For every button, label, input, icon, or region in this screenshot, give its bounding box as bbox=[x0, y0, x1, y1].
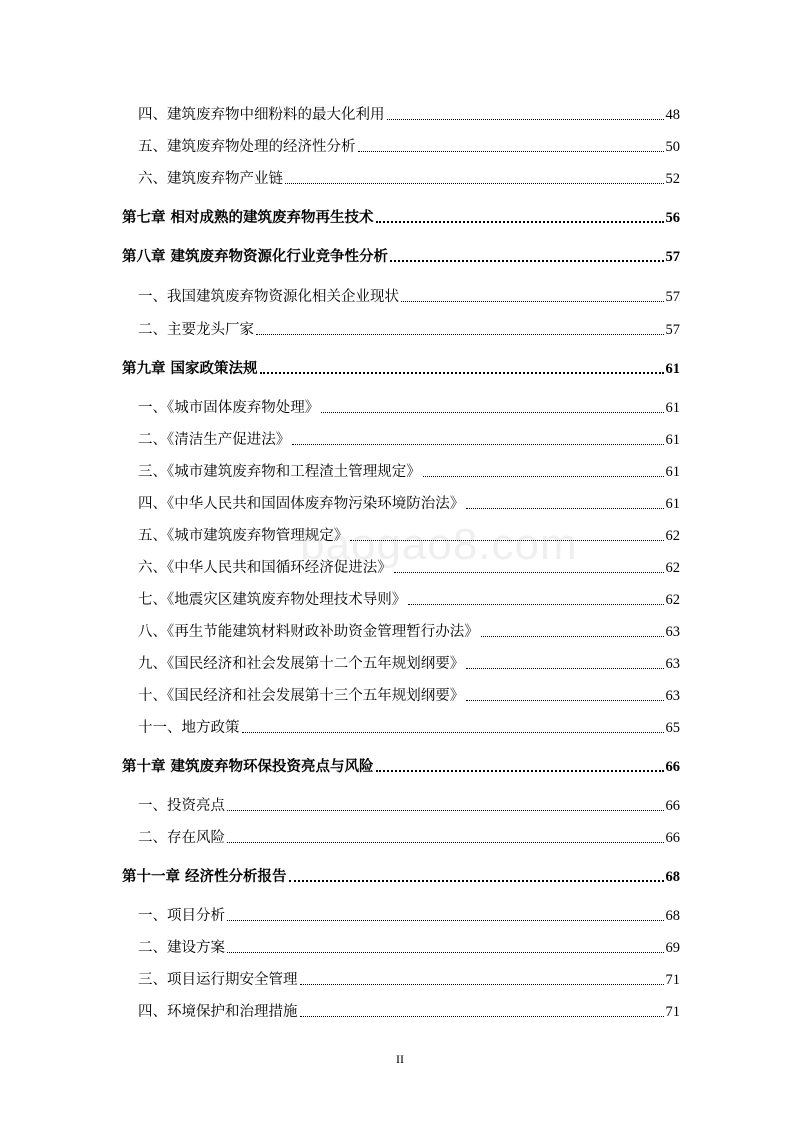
toc-dot-leader bbox=[242, 732, 664, 733]
toc-entry-page-number: 57 bbox=[665, 249, 680, 265]
toc-entry-page-number: 62 bbox=[665, 592, 680, 608]
toc-dot-leader bbox=[423, 476, 664, 477]
toc-entry-page-number: 65 bbox=[665, 720, 680, 736]
toc-entry-title: 四、《中华人民共和国固体废弃物污染环境防治法》 bbox=[138, 496, 465, 512]
toc-section-entry[interactable] bbox=[138, 317, 680, 339]
toc-section-entry[interactable] bbox=[138, 793, 680, 815]
toc-entry-title: 二、建设方案 bbox=[138, 940, 225, 956]
toc-entry-title: 第八章 建筑废弃物资源化行业竞争性分析 bbox=[122, 248, 389, 265]
toc-section-entry[interactable] bbox=[138, 903, 680, 925]
toc-dot-leader bbox=[466, 668, 663, 669]
toc-entry-title: 十、《国民经济和社会发展第十三个五年规划纲要》 bbox=[138, 688, 465, 704]
toc-dot-leader bbox=[350, 540, 663, 541]
toc-section-entry[interactable] bbox=[138, 491, 680, 513]
toc-entry-page-number: 69 bbox=[665, 940, 680, 956]
toc-entry-page-number: 50 bbox=[665, 139, 680, 155]
toc-dot-leader bbox=[390, 260, 663, 262]
toc-entry-page-number: 66 bbox=[665, 830, 680, 846]
toc-entry-title: 第十章 建筑废弃物环保投资亮点与风险 bbox=[122, 758, 374, 775]
toc-chapter-entry[interactable] bbox=[122, 754, 680, 776]
toc-entry-page-number: 61 bbox=[665, 432, 680, 448]
toc-dot-leader bbox=[466, 508, 663, 509]
toc-section-entry[interactable] bbox=[138, 284, 680, 306]
toc-dot-leader bbox=[227, 920, 664, 921]
toc-entry-title: 一、我国建筑废弃物资源化相关企业现状 bbox=[138, 289, 399, 305]
toc-entry-title: 八、《再生节能建筑材料财政补助资金管理暂行办法》 bbox=[138, 624, 479, 640]
toc-dot-leader bbox=[408, 604, 663, 605]
toc-entry-page-number: 63 bbox=[665, 688, 680, 704]
toc-entry-title: 十一、地方政策 bbox=[138, 720, 240, 736]
toc-section-entry[interactable] bbox=[138, 555, 680, 577]
toc-dot-leader bbox=[300, 984, 664, 985]
toc-entry-page-number: 63 bbox=[665, 656, 680, 672]
toc-section-entry[interactable] bbox=[138, 427, 680, 449]
toc-section-entry[interactable] bbox=[138, 102, 680, 124]
toc-section-entry[interactable] bbox=[138, 587, 680, 609]
toc-entry-page-number: 62 bbox=[665, 560, 680, 576]
toc-entry-title: 第七章 相对成熟的建筑废弃物再生技术 bbox=[122, 209, 374, 226]
toc-entry-title: 一、《城市固体废弃物处理》 bbox=[138, 400, 320, 416]
toc-entry-page-number: 57 bbox=[665, 322, 680, 338]
toc-entry-page-number: 66 bbox=[665, 759, 680, 775]
toc-entry-title: 一、投资亮点 bbox=[138, 798, 225, 814]
toc-section-entry[interactable] bbox=[138, 134, 680, 156]
toc-entry-page-number: 71 bbox=[665, 1004, 680, 1020]
toc-entry-title: 四、建筑废弃物中细粉料的最大化利用 bbox=[138, 107, 385, 123]
toc-section-entry[interactable] bbox=[138, 715, 680, 737]
toc-dot-leader bbox=[481, 636, 664, 637]
toc-section-entry[interactable] bbox=[138, 651, 680, 673]
toc-entry-page-number: 61 bbox=[665, 464, 680, 480]
toc-entry-page-number: 57 bbox=[665, 289, 680, 305]
toc-dot-leader bbox=[227, 952, 664, 953]
toc-dot-leader bbox=[401, 301, 664, 302]
toc-dot-leader bbox=[358, 151, 664, 152]
toc-section-entry[interactable] bbox=[138, 967, 680, 989]
watermark: baogao8.com bbox=[300, 520, 578, 569]
toc-entry-title: 第十一章 经济性分析报告 bbox=[122, 868, 287, 885]
toc-dot-leader bbox=[289, 880, 664, 882]
toc-dot-leader bbox=[321, 412, 663, 413]
toc-entry-title: 九、《国民经济和社会发展第十二个五年规划纲要》 bbox=[138, 656, 465, 672]
toc-section-entry[interactable] bbox=[138, 935, 680, 957]
toc-entry-page-number: 68 bbox=[665, 869, 680, 885]
toc-entry-page-number: 61 bbox=[665, 400, 680, 416]
toc-dot-leader bbox=[376, 221, 664, 223]
toc-entry-page-number: 61 bbox=[665, 361, 680, 377]
toc-entry-title: 六、建筑废弃物产业链 bbox=[138, 171, 283, 187]
toc-entry-title: 三、《城市建筑废弃物和工程渣土管理规定》 bbox=[138, 464, 421, 480]
toc-entry-title: 二、主要龙头厂家 bbox=[138, 322, 254, 338]
toc-entry-page-number: 63 bbox=[665, 624, 680, 640]
toc-entry-title: 七、《地震灾区建筑废弃物处理技术导则》 bbox=[138, 592, 407, 608]
toc-section-entry[interactable] bbox=[138, 523, 680, 545]
toc-dot-leader bbox=[376, 770, 664, 772]
toc-dot-leader bbox=[285, 183, 664, 184]
toc-entry-page-number: 68 bbox=[665, 908, 680, 924]
toc-entry-page-number: 61 bbox=[665, 496, 680, 512]
toc-entry-page-number: 48 bbox=[665, 107, 680, 123]
toc-chapter-entry[interactable] bbox=[122, 205, 680, 227]
toc-chapter-entry[interactable] bbox=[122, 356, 680, 378]
toc-entry-title: 三、项目运行期安全管理 bbox=[138, 972, 298, 988]
toc-section-entry[interactable] bbox=[138, 825, 680, 847]
toc-entry-page-number: 71 bbox=[665, 972, 680, 988]
toc-dot-leader bbox=[466, 700, 663, 701]
toc-entry-page-number: 66 bbox=[665, 798, 680, 814]
toc-dot-leader bbox=[394, 572, 664, 573]
toc-dot-leader bbox=[256, 334, 664, 335]
toc-entry-page-number: 52 bbox=[665, 171, 680, 187]
toc-entry-title: 二、存在风险 bbox=[138, 830, 225, 846]
toc-dot-leader bbox=[292, 444, 663, 445]
toc-entry-page-number: 62 bbox=[665, 528, 680, 544]
toc-section-entry[interactable] bbox=[138, 166, 680, 188]
toc-entry-title: 第九章 国家政策法规 bbox=[122, 360, 258, 377]
toc-section-entry[interactable] bbox=[138, 619, 680, 641]
toc-section-entry[interactable] bbox=[138, 459, 680, 481]
toc-dot-leader bbox=[260, 372, 664, 374]
toc-entry-title: 一、项目分析 bbox=[138, 908, 225, 924]
toc-entry-title: 五、建筑废弃物处理的经济性分析 bbox=[138, 139, 356, 155]
toc-dot-leader bbox=[387, 119, 664, 120]
toc-dot-leader bbox=[300, 1016, 664, 1017]
toc-entry-title: 五、《城市建筑废弃物管理规定》 bbox=[138, 528, 349, 544]
toc-entry-title: 六、《中华人民共和国循环经济促进法》 bbox=[138, 560, 392, 576]
toc-chapter-entry[interactable] bbox=[122, 244, 680, 266]
toc-dot-leader bbox=[227, 810, 664, 811]
toc-entry-page-number: 56 bbox=[665, 210, 680, 226]
toc-entry-title: 四、环境保护和治理措施 bbox=[138, 1004, 298, 1020]
toc-section-entry[interactable] bbox=[138, 683, 680, 705]
toc-chapter-entry[interactable] bbox=[122, 864, 680, 886]
toc-section-entry[interactable] bbox=[138, 395, 680, 417]
toc-dot-leader bbox=[227, 842, 664, 843]
page-number: II bbox=[396, 1052, 404, 1066]
toc-section-entry[interactable] bbox=[138, 999, 680, 1021]
toc-entry-title: 二、《清洁生产促进法》 bbox=[138, 432, 291, 448]
